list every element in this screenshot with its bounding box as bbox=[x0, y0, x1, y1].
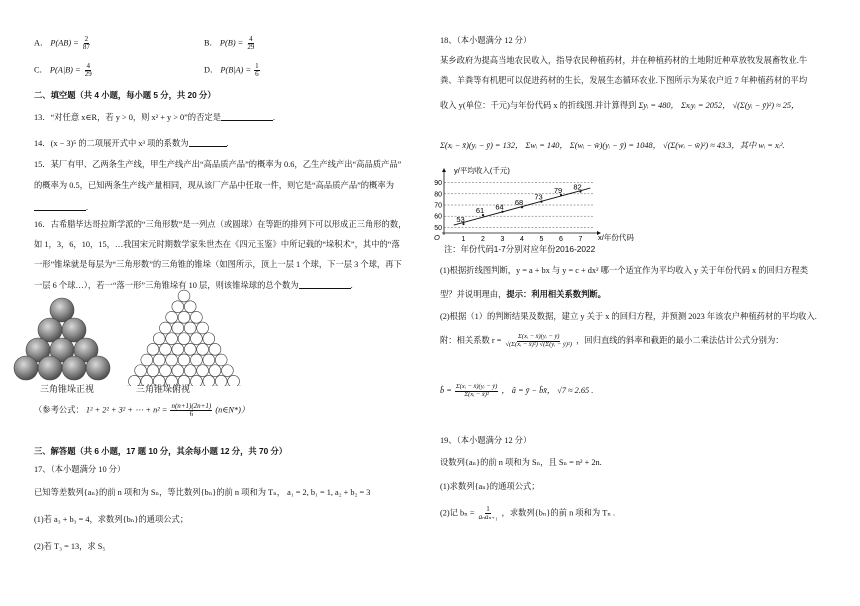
question-18-line-1: 某乡政府为提高当地农民收入，指导农民种植药材，并在种植药材的土地附近种草放牧发展畜牧业.牛 bbox=[440, 56, 808, 65]
sphere-outline bbox=[166, 354, 178, 366]
sphere-outline bbox=[172, 301, 184, 313]
sphere-outline bbox=[184, 301, 196, 313]
question-17-header: 17、（本小题满分 10 分） bbox=[34, 465, 126, 474]
sphere-outline bbox=[203, 354, 215, 366]
question-18-part-2: (2)根据（1）的判断结果及数据，建立 y 关于 x 的回归方程，并预测 2023 年该农户种植药材的平均收入. bbox=[440, 312, 817, 321]
chart-origin-label: O bbox=[434, 233, 440, 242]
data-label: 61 bbox=[475, 206, 485, 216]
y-tick-label: 70 bbox=[434, 202, 442, 210]
sphere-pyramid-figure bbox=[12, 288, 242, 386]
sphere-outline bbox=[197, 322, 209, 334]
x-tick-label: 7 bbox=[578, 236, 583, 243]
sphere-outline bbox=[209, 365, 221, 377]
question-19-part-2: (2)记 bₙ = $\frac{1}{\text{aₙaₙ₊₁}}$ ，求数列{bₙ}的前 n 项和为 Tₙ . bbox=[440, 505, 616, 521]
top-view-pyramid bbox=[122, 290, 242, 386]
x-tick-label: 2 bbox=[481, 236, 485, 243]
question-14: 14．(x − 3)⁵ 的二项展开式中 x³ 项的系数为 . bbox=[34, 139, 229, 148]
reference-formula: （参考公式： 1² + 2² + 3² + ⋯ + n² = $\frac{n(n+1)(2n+1)}{6}$ (n∈N*)） bbox=[34, 402, 250, 418]
sphere-outline bbox=[184, 322, 196, 334]
answer-blank[interactable] bbox=[189, 138, 227, 147]
sphere-outline bbox=[160, 343, 172, 355]
sphere bbox=[62, 356, 86, 380]
sphere-outline bbox=[147, 343, 159, 355]
data-label: 64 bbox=[495, 202, 504, 212]
data-label: 68 bbox=[514, 198, 524, 208]
sphere-outline bbox=[203, 375, 215, 386]
q12-option-d: D． P(B|A) = $\frac{1}{6}$ bbox=[204, 62, 259, 78]
sphere-outline bbox=[184, 365, 196, 377]
sphere-outline bbox=[178, 333, 190, 345]
sphere-outline bbox=[160, 365, 172, 377]
sphere-outline bbox=[141, 354, 153, 366]
sphere-outline bbox=[135, 365, 147, 377]
question-16-line-3: 一形”锥垛就是每层为“三角形数”的三角锥的锥垛（如图所示，顶上一层 1 个球，下一层 3 个球，再下 bbox=[34, 260, 402, 269]
sphere-outline bbox=[172, 322, 184, 334]
correlation-formula: 附：相关系数 r = $\frac{\text{Σ(xᵢ − x̄)(yᵢ − ȳ)}}{\text{√(Σ(xᵢ − x̄)²) √(Σ(yᵢ − ȳ)²)}}$ ，回归直线的斜率和截距的最小二乘法估计公式分别为： bbox=[440, 333, 784, 348]
sphere-outline bbox=[209, 343, 221, 355]
sphere-outline bbox=[191, 354, 203, 366]
q12-option-b: B． P(B) = $\frac{4}{29}$ bbox=[204, 35, 255, 51]
sphere-outline bbox=[191, 311, 203, 323]
data-label: 82 bbox=[573, 182, 582, 192]
question-19-part-1: (1)求数列{aₙ}的通项公式； bbox=[440, 482, 540, 491]
x-tick-label: 3 bbox=[500, 236, 505, 243]
q12-option-c: C． P(A|B) = $\frac{4}{29}$ bbox=[34, 62, 92, 78]
question-13: 13．“对任意 x∈R，若 y > 0，则 x² + y > 0”的否定是 . bbox=[34, 113, 276, 122]
data-label: 73 bbox=[534, 192, 543, 202]
front-view-pyramid bbox=[14, 298, 110, 380]
sphere-outline bbox=[191, 375, 203, 386]
question-18-line-2: 粪、羊粪等有机肥可以促进药材的生长，发展生态循环农业.下图所示为某农户近 7 年种植药材的平均 bbox=[440, 76, 808, 85]
question-18-line-3: 收入 y(单位：千元)与年份代码 x 的折线图.并计算得到 Σyᵢ = 480， Σxᵢyᵢ = 2052， √(Σ(yᵢ − ȳ)²) ≈ 25， bbox=[440, 101, 800, 110]
caption-front-view: 三角锥垛正视 bbox=[40, 384, 95, 394]
sphere-outline bbox=[197, 365, 209, 377]
chart-y-axis-label: y/平均收入(千元) bbox=[454, 166, 510, 175]
sphere-outline bbox=[166, 311, 178, 323]
y-axis-arrow bbox=[442, 168, 446, 172]
sphere-outline bbox=[184, 343, 196, 355]
question-15-line-2: 的概率为 0.5，已知两条生产线产量相同，现从该厂产品中任取一件，则它是“高品质产品”的概率为 bbox=[34, 181, 394, 190]
question-17-text: 已知等差数列{aₙ}的前 n 项和为 Sₙ，等比数列{bₙ}的前 n 项和为 Tₙ， a₁ = 2, b₁ = 1, a₂ + b₂ = 3 bbox=[34, 488, 371, 497]
x-tick-label: 5 bbox=[539, 236, 544, 243]
sphere-outline bbox=[160, 322, 172, 334]
income-line-chart bbox=[430, 163, 640, 243]
question-18-sums: Σ(xᵢ − x̄)(yᵢ − ȳ) = 132， Σwᵢ = 140， Σ(wᵢ − w̄)(yᵢ − ȳ) = 1048， √(Σ(wᵢ − w̄)²) ≈ 43.3，其中 wᵢ = xᵢ². bbox=[440, 141, 785, 150]
question-19-text: 设数列{aₙ}的前 n 项和为 Sₙ，且 Sₙ = n² + 2n. bbox=[440, 458, 602, 467]
question-18-part-1-line-2: 型？并说明理由，提示：利用相关系数判断。 bbox=[440, 289, 606, 299]
sphere-outline bbox=[153, 354, 165, 366]
sphere-outline bbox=[197, 343, 209, 355]
sphere bbox=[14, 356, 38, 380]
question-17-part-2: (2)若 T₃ = 13，求 S₅ bbox=[34, 542, 106, 551]
sphere-outline bbox=[153, 333, 165, 345]
caption-top-view: 三角锥垛俯视 bbox=[136, 384, 191, 394]
sphere-outline bbox=[166, 333, 178, 345]
sphere-outline bbox=[228, 375, 240, 386]
sphere-outline bbox=[178, 290, 190, 302]
sphere-outline bbox=[203, 333, 215, 345]
sphere-outline bbox=[172, 343, 184, 355]
question-19-header: 19、（本小题满分 12 分） bbox=[440, 436, 532, 445]
question-16-line-2: 如 1，3，6，10，15，…我国宋元时期数学家朱世杰在《四元玉鉴》中所记载的“垛积术”，其中的“落 bbox=[34, 240, 400, 249]
chart-x-axis-label: x/年份代码 bbox=[598, 233, 634, 242]
sphere-outline bbox=[191, 333, 203, 345]
question-15-line-1: 15．某厂有甲、乙两条生产线，甲生产线产出“高品质产品”的概率为 0.6，乙生产线产出“高品质产品” bbox=[34, 160, 402, 169]
sphere bbox=[86, 356, 110, 380]
answer-blank[interactable] bbox=[221, 112, 273, 121]
q12-option-a: A． P(AB) = $\frac{2}{87}$ bbox=[34, 35, 90, 51]
question-18-header: 18、（本小题满分 12 分） bbox=[440, 36, 532, 45]
answer-blank[interactable] bbox=[34, 202, 86, 211]
chart-note: 注：年份代码1-7分别对应年份2016-2022 bbox=[444, 244, 596, 254]
sphere-outline bbox=[147, 365, 159, 377]
data-label: 53 bbox=[456, 215, 465, 225]
sphere-outline bbox=[215, 354, 227, 366]
sphere-outline bbox=[172, 365, 184, 377]
chart-marks bbox=[454, 183, 591, 226]
question-16-line-4: 一层 6 个球…），若一“落一形”三角锥垛有 10 层，则该锥垛球的总个数为 . bbox=[34, 281, 353, 290]
question-16-line-1: 16．古希腊毕达哥拉斯学派的“三角形数”是一列点（或圆球）在等距的排列下可以形成正三角形的数， bbox=[34, 220, 407, 229]
data-label: 79 bbox=[553, 185, 563, 195]
sphere bbox=[38, 356, 62, 380]
question-17-part-1: (1)若 a₃ + b₃ = 4，求数列{bₙ}的通项公式； bbox=[34, 515, 189, 524]
x-tick-label: 1 bbox=[461, 236, 466, 243]
y-tick-label: 50 bbox=[434, 224, 442, 232]
y-tick-label: 90 bbox=[434, 180, 442, 188]
x-tick-label: 6 bbox=[559, 236, 563, 243]
slope-formula: b̂ = $\frac{\text{Σ(xᵢ − x̄)(yᵢ − ȳ)}}{\text{Σ(xᵢ − x̄)²}}$ ， â = ȳ − b̂x̄， √7 ≈ 2.65 . bbox=[440, 383, 594, 398]
sphere-outline bbox=[178, 354, 190, 366]
question-18-part-1-line-1: (1)根据折线图判断，y = a + bx 与 y = c + dx² 哪一个适宜作为平均收入 y 关于年份代码 x 的回归方程类 bbox=[440, 266, 809, 275]
sphere-outline bbox=[178, 311, 190, 323]
answer-blank[interactable] bbox=[299, 280, 351, 289]
x-tick-label: 4 bbox=[520, 236, 524, 243]
sphere-outline bbox=[222, 365, 234, 377]
question-15-blank: . bbox=[34, 202, 88, 213]
section-heading-solutions: 三、解答题（共 6 小题，17 题 10 分，其余每小题 12 分，共 70 分） bbox=[34, 446, 288, 456]
section-heading-fill-in: 二、填空题（共 4 小题，每小题 5 分，共 20 分） bbox=[34, 90, 216, 100]
sphere-outline bbox=[215, 375, 227, 386]
y-tick-label: 80 bbox=[434, 191, 442, 199]
y-tick-label: 60 bbox=[434, 213, 442, 221]
